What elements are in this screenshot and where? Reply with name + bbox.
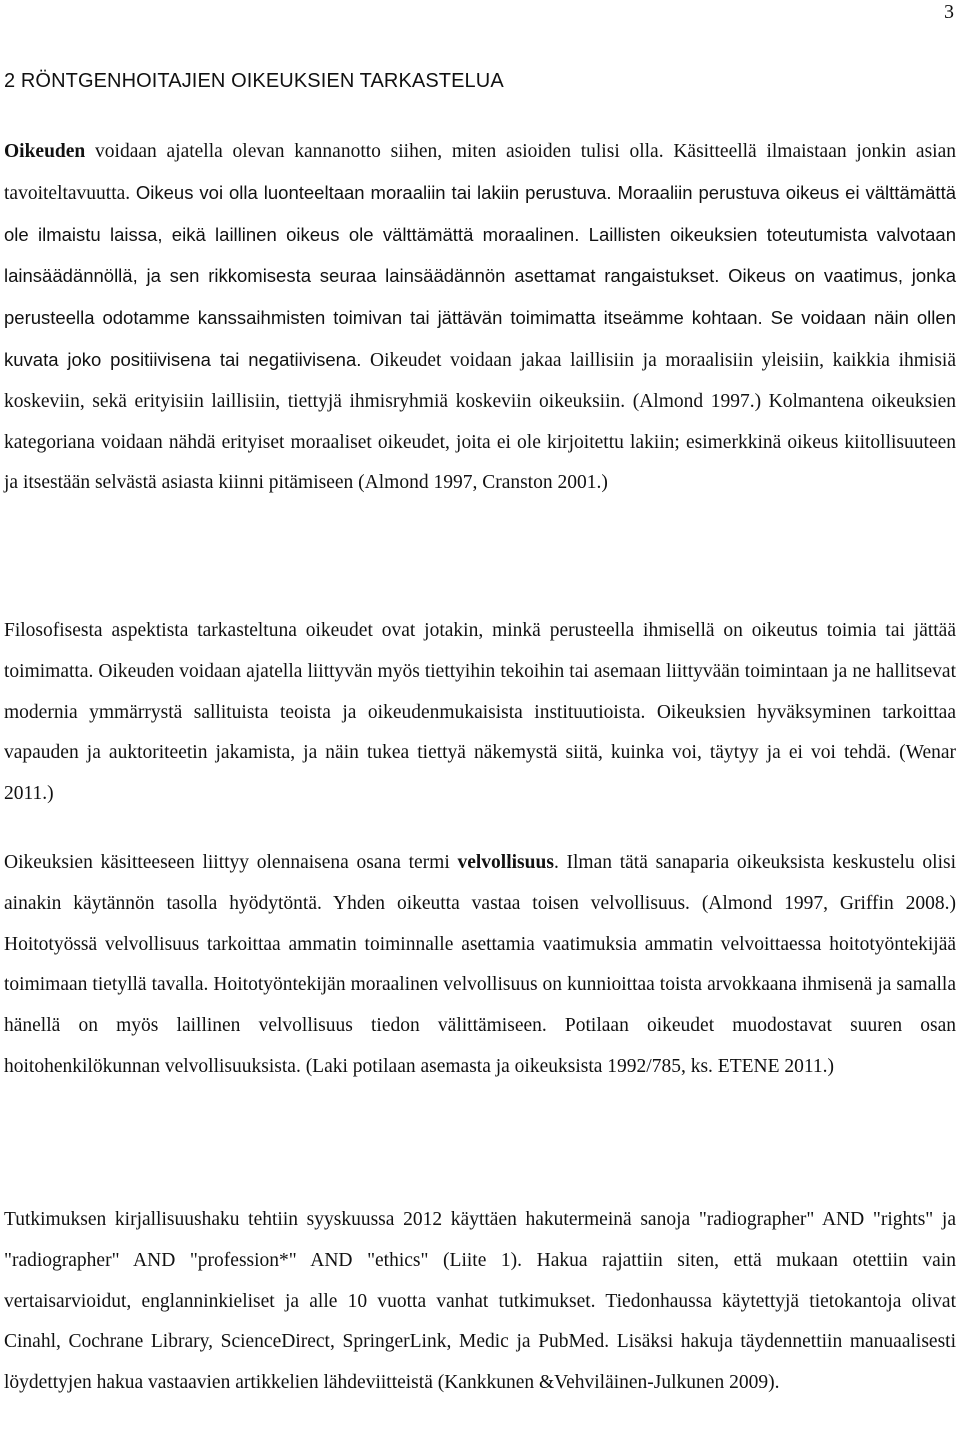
paragraph1-sentence1: voidaan ajatella olevan kannanotto siihen, miten asioiden tulisi olla. Käsitteellä ilmaistaan jonkin asian tavoiteltavuutta.: [4, 141, 956, 204]
paragraph1-sentence3: Oikeudet voidaan jakaa laillisiin ja moraalisiin yleisiin, kaikkia ihmisiä koskeviin, sekä erityisiin laillisiin, tiettyjä ihmisryhmiä koskeviin oikeuksiin. (Almond 1997.) Kolmantena oikeuksien kategoriana voidaan nähdä erityiset moraaliset oikeudet, joita ei ole kirjoitettu lakiin; esimerkkinä oikeus kiitollisuuteen ja itsestään selvästä asiasta kiinni pitämiseen (Almond 1997, Cranston 2001.): [4, 349, 956, 494]
term-velvollisuus: velvollisuus: [457, 852, 554, 873]
section-heading: 2 RÖNTGENHOITAJIEN OIKEUKSIEN TARKASTELUA: [4, 70, 504, 92]
paragraph1-sentence2: Oikeus voi olla luonteeltaan moraaliin tai lakiin perustuva. Moraaliin perustuva oikeus ei välttämättä ole ilmaistu laissa, eikä laillinen oikeus ole välttämättä moraalinen. Laillisten oikeuksien toteutumista valvotaan lainsäädännöllä, ja sen rikkomisesta seuraa lainsäädännön asettamat rangaistukset. Oikeus on vaatimus, jonka perusteella odotamme kanssaihmisten toimivan tai jättävän toimimatta itseämme kohtaan. Se voidaan näin ollen kuvata joko positiivisena tai negatiivisena.: [4, 181, 956, 370]
paragraph3-before: Oikeuksien käsitteeseen liittyy olennaisena osana termi: [4, 852, 458, 873]
term-oikeuden: Oikeuden: [4, 141, 86, 162]
paragraph-rights-definition: [4, 132, 956, 504]
paragraph-philosophical-aspect: Filosofisesta aspektista tarkasteltuna oikeudet ovat jotakin, minkä perusteella ihmisellä on oikeutus toimia tai jättää toimimatta. Oikeuden voidaan ajatella liittyvän myös tiettyihin tekoihin tai asemaan liittyvään toimintaan ja ne hallitsevat modernia ymmärrystä sallituista teoista ja oikeudenmukaisista instituutioista. Oikeuksien hyväksyminen tarkoittaa vapauden ja auktoriteetin jakamista, ja näin tukea tiettyä näkemystä siitä, kuinka voi, täytyy ja ei voi tehdä. (Wenar 2011.): [4, 620, 956, 805]
paragraph-duty: [4, 843, 956, 1088]
paragraph3-after: . Ilman tätä sanaparia oikeuksista keskustelu olisi ainakin käytännön tasolla hyödytöntä. Yhden oikeutta vastaa toisen velvollisuus. (Almond 1997, Griffin 2008.) Hoitotyössä velvollisuus tarkoittaa ammatin toiminnalle asettamia vaatimuksia ammatin velvoittaessa hoitotyöntekijää toimimaan tietyllä tavalla. Hoitotyöntekijän moraalinen velvollisuus on kunnioittaa toista arvokkaana ihmisenä ja samalla hänellä on myös laillinen velvollisuus tiedon välittämiseen. Potilaan oikeudet muodostavat suuren osan hoitohenkilökunnan velvollisuuksista. (Laki potilaan asemasta ja oikeuksista 1992/785, ks. ETENE 2011.): [4, 852, 956, 1077]
paragraph-literature-search: Tutkimuksen kirjallisuushaku tehtiin syyskuussa 2012 käyttäen hakutermeinä sanoja "radiographer" AND "rights" ja "radiographer" AND "profession*" AND "ethics" (Liite 1). Hakua rajattiin siten, että mukaan otettiin vain vertaisarvioidut, englanninkieliset ja alle 10 vuotta vanhat tutkimukset. Tiedonhaussa käytettyjä tietokantoja olivat Cinahl, Cochrane Library, ScienceDirect, SpringerLink, Medic ja PubMed. Lisäksi hakuja täydennettiin manuaalisesti löydettyjen hakua vastaavien artikkelien lähdeviitteistä (Kankkunen &Vehviläinen-Julkunen 2009).: [4, 1209, 956, 1394]
page-number: 3: [944, 1, 954, 23]
